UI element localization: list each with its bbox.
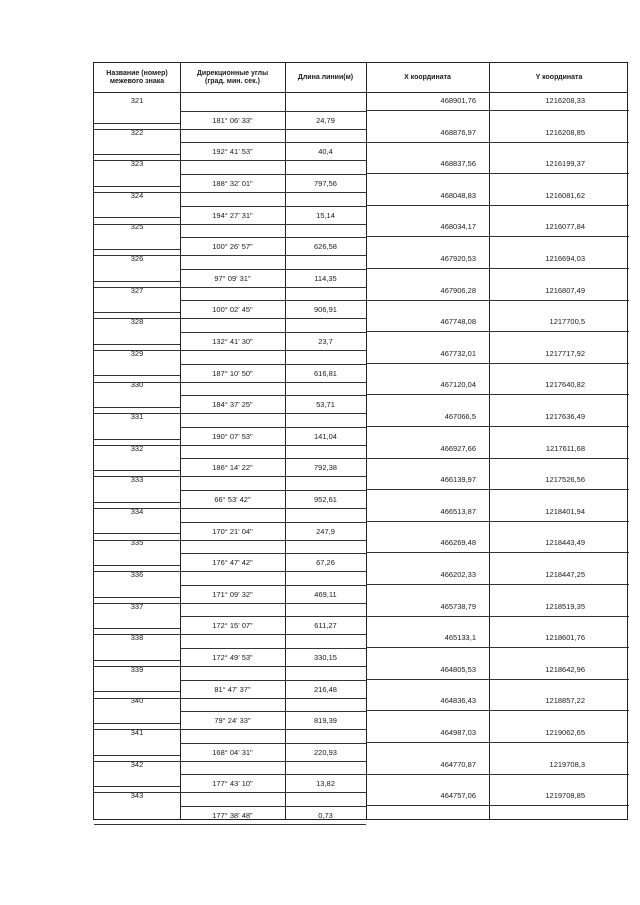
point-name: 326 (130, 254, 144, 263)
point-name: 323 (130, 159, 144, 169)
row-divider (94, 249, 180, 250)
point-name: 325 (130, 222, 144, 232)
row-divider (366, 363, 629, 364)
x-coordinate: 465738,79 (440, 601, 476, 611)
row-divider (94, 729, 366, 730)
row-divider (94, 755, 180, 756)
line-length: 952,61 (314, 495, 337, 504)
row-divider (180, 269, 366, 270)
row-divider (94, 160, 366, 161)
coordinates-table (93, 62, 628, 820)
x-coordinate: 465133,1 (444, 633, 476, 643)
row-divider (94, 723, 180, 724)
line-length: 24,79 (316, 115, 335, 125)
line-length: 797,56 (314, 179, 337, 188)
row-divider (94, 508, 366, 509)
direction-angle: 177° 43' 10" (212, 779, 253, 789)
x-coordinate: 468837,56 (440, 159, 476, 169)
row-divider (94, 129, 366, 130)
direction-angle: 100° 26' 57" (212, 242, 253, 252)
row-divider (366, 710, 629, 711)
direction-angle: 66° 53' 42" (214, 495, 251, 504)
point-name: 327 (130, 285, 144, 295)
header-point-name: Название (номер) межевого знака (106, 69, 168, 85)
y-coordinate: 1216208,33 (545, 96, 585, 105)
row-divider (366, 236, 629, 237)
direction-angle: 188° 32' 01" (212, 179, 253, 188)
y-coordinate: 1218642,96 (545, 664, 585, 674)
point-name: 341 (130, 728, 144, 737)
point-name: 337 (130, 601, 144, 611)
line-length: 53,71 (316, 400, 335, 410)
row-divider (366, 616, 629, 617)
y-coordinate: 1216208,85 (545, 127, 585, 137)
line-length: 819,39 (314, 716, 337, 726)
row-divider (94, 691, 180, 692)
row-divider (180, 458, 366, 459)
x-coordinate: 468876,97 (440, 127, 476, 137)
row-divider (180, 174, 366, 175)
direction-angle: 192° 41' 53" (212, 147, 253, 157)
x-coordinate: 464805,53 (440, 664, 476, 674)
row-divider (94, 660, 180, 661)
header-line-length: Длина линии(м) (297, 73, 354, 81)
direction-angle: 177° 38' 48" (212, 811, 253, 820)
row-divider (366, 647, 629, 648)
row-divider (366, 742, 629, 743)
row-divider (94, 382, 366, 383)
row-divider (94, 255, 366, 256)
header-direction-angle: Дирекционные углы (град. мин. сек.) (196, 69, 269, 85)
x-coordinate: 467748,08 (440, 317, 476, 327)
point-name: 335 (130, 538, 144, 548)
direction-angle: 172° 15' 07" (212, 621, 253, 631)
row-divider (94, 698, 366, 699)
direction-angle: 171° 09' 32" (212, 589, 253, 599)
x-coordinate: 466269,48 (440, 538, 476, 548)
direction-angle: 172° 49' 53" (212, 653, 253, 662)
y-coordinate: 1218519,35 (545, 601, 585, 611)
row-divider (180, 237, 366, 238)
point-name: 328 (130, 317, 144, 327)
row-divider (366, 142, 629, 143)
row-divider (180, 774, 366, 775)
line-length: 792,38 (314, 463, 337, 473)
x-coordinate: 464757,06 (440, 791, 476, 801)
direction-angle: 176° 47' 42" (212, 558, 253, 568)
row-divider (366, 300, 629, 301)
point-name: 332 (130, 443, 144, 453)
line-length: 141,04 (314, 431, 337, 441)
row-divider (94, 123, 180, 124)
line-length: 469,11 (314, 589, 337, 599)
row-divider (94, 287, 366, 288)
x-coordinate: 468901,76 (440, 96, 476, 105)
x-coordinate: 468048,83 (440, 190, 476, 200)
point-name: 329 (130, 348, 144, 358)
row-divider (94, 634, 366, 635)
row-divider (94, 154, 180, 155)
row-divider (94, 344, 180, 345)
row-divider (180, 332, 366, 333)
row-divider (94, 628, 180, 629)
row-divider (94, 786, 180, 787)
y-coordinate: 1217611,68 (545, 443, 585, 453)
row-divider (94, 571, 366, 572)
row-divider (94, 470, 180, 471)
row-divider (180, 364, 366, 365)
row-divider (180, 806, 366, 807)
line-length: 220,93 (314, 747, 337, 757)
direction-angle: 79° 24' 33" (214, 716, 251, 726)
row-divider (366, 458, 629, 459)
x-coordinate: 467120,04 (440, 380, 476, 390)
row-divider (366, 521, 629, 522)
line-length: 616,81 (314, 368, 337, 378)
header-y-coordinate: Y координата (535, 73, 583, 81)
y-coordinate: 1216199,37 (545, 159, 585, 169)
row-divider (94, 217, 180, 218)
row-divider (180, 427, 366, 428)
row-divider (94, 413, 366, 414)
y-coordinate: 1217526,56 (545, 475, 585, 485)
row-divider (94, 224, 366, 225)
row-divider (366, 110, 629, 111)
row-divider (366, 679, 629, 680)
row-divider (180, 522, 366, 523)
row-divider (94, 407, 180, 408)
direction-angle: 132° 41' 30" (212, 337, 253, 346)
row-divider (366, 173, 629, 174)
x-coordinate: 464770,87 (440, 759, 476, 769)
y-coordinate: 1218447,25 (545, 570, 585, 579)
x-coordinate: 466927,66 (440, 443, 476, 453)
line-length: 247,9 (316, 526, 335, 536)
y-coordinate: 1219708,85 (545, 791, 585, 801)
row-divider (180, 142, 366, 143)
y-coordinate: 1218857,22 (545, 696, 585, 706)
row-divider (180, 743, 366, 744)
y-coordinate: 1217700,5 (549, 317, 585, 327)
line-length: 13,82 (316, 779, 335, 789)
table-header (94, 63, 627, 93)
y-coordinate: 1218601,76 (545, 633, 585, 643)
row-divider (94, 666, 366, 667)
y-coordinate: 1216081,62 (545, 190, 585, 200)
point-name: 338 (130, 633, 144, 643)
direction-angle: 100° 02' 45" (212, 305, 253, 315)
row-divider (366, 584, 629, 585)
row-divider (366, 394, 629, 395)
x-coordinate: 468034,17 (440, 222, 476, 232)
line-length: 15,14 (316, 210, 335, 220)
row-divider (94, 792, 366, 793)
direction-angle: 181° 06' 33" (212, 115, 253, 125)
point-name: 321 (130, 96, 144, 105)
x-coordinate: 467732,01 (440, 348, 476, 358)
direction-angle: 170° 21' 04" (212, 526, 253, 536)
y-coordinate: 1216077,84 (545, 222, 585, 232)
row-divider (94, 281, 180, 282)
row-divider (94, 318, 366, 319)
point-name: 343 (130, 791, 144, 801)
line-length: 626,58 (314, 242, 337, 252)
point-name: 336 (130, 570, 144, 579)
direction-angle: 187° 10' 50" (212, 368, 253, 378)
row-divider (180, 111, 366, 112)
row-divider (180, 711, 366, 712)
x-coordinate: 467066,5 (444, 412, 476, 421)
direction-angle: 186° 14' 22" (212, 463, 253, 473)
row-divider (366, 774, 629, 775)
point-name: 333 (130, 475, 144, 485)
row-divider (366, 426, 629, 427)
x-coordinate: 467906,28 (440, 285, 476, 295)
y-coordinate: 1217636,49 (545, 412, 585, 421)
row-divider (180, 680, 366, 681)
point-name: 340 (130, 696, 144, 706)
direction-angle: 184° 37' 25" (212, 400, 253, 410)
row-divider (180, 648, 366, 649)
direction-angle: 190° 07' 53" (212, 431, 253, 441)
point-name: 342 (130, 759, 144, 769)
row-divider (94, 476, 366, 477)
row-divider (180, 585, 366, 586)
line-length: 0,73 (318, 811, 333, 820)
line-length: 906,91 (314, 305, 337, 315)
row-divider (180, 206, 366, 207)
x-coordinate: 467920,53 (440, 254, 476, 263)
y-coordinate: 1218443,49 (545, 538, 585, 548)
direction-angle: 81° 47' 37" (214, 684, 251, 694)
row-divider (94, 603, 366, 604)
row-divider (94, 761, 366, 762)
line-length: 114,35 (314, 273, 337, 283)
row-divider (94, 439, 180, 440)
line-length: 611,27 (314, 621, 337, 631)
row-divider (94, 533, 180, 534)
row-divider (366, 805, 629, 806)
row-divider (94, 375, 180, 376)
x-coordinate: 466202,33 (440, 570, 476, 579)
row-divider (94, 502, 180, 503)
row-divider (366, 489, 629, 490)
row-divider (94, 565, 180, 566)
direction-angle: 194° 27' 31" (212, 210, 253, 220)
row-divider (366, 205, 629, 206)
direction-angle: 168° 04' 31" (212, 747, 253, 757)
x-coordinate: 466139,97 (440, 475, 476, 485)
row-divider (366, 552, 629, 553)
direction-angle: 97° 09' 31" (214, 273, 251, 283)
row-divider (366, 268, 629, 269)
point-name: 334 (130, 506, 144, 516)
row-divider (94, 312, 180, 313)
row-divider (180, 395, 366, 396)
point-name: 322 (130, 127, 144, 137)
row-divider (94, 186, 180, 187)
line-length: 330,15 (314, 653, 337, 662)
row-divider (180, 300, 366, 301)
row-divider (94, 597, 180, 598)
row-divider (180, 490, 366, 491)
point-name: 330 (130, 380, 144, 390)
header-x-coordinate: X координата (404, 73, 451, 81)
row-divider (94, 192, 366, 193)
y-coordinate: 1217640,82 (545, 380, 585, 390)
line-length: 40,4 (318, 147, 333, 157)
y-coordinate: 1218401,94 (545, 506, 585, 516)
point-name: 324 (130, 190, 144, 200)
row-divider (94, 824, 366, 825)
x-coordinate: 466513,87 (440, 506, 476, 516)
row-divider (180, 553, 366, 554)
point-name: 331 (130, 412, 144, 421)
y-coordinate: 1216694,03 (545, 254, 585, 263)
row-divider (366, 331, 629, 332)
x-coordinate: 464836,43 (440, 696, 476, 706)
point-name: 339 (130, 664, 144, 674)
y-coordinate: 1219062,65 (545, 728, 585, 737)
row-divider (94, 350, 366, 351)
row-divider (94, 445, 366, 446)
x-coordinate: 464987,03 (440, 728, 476, 737)
y-coordinate: 1217717,92 (545, 348, 585, 358)
line-length: 216,48 (314, 684, 337, 694)
row-divider (180, 616, 366, 617)
line-length: 23,7 (318, 337, 333, 346)
y-coordinate: 1216807,49 (545, 285, 585, 295)
row-divider (94, 540, 366, 541)
line-length: 67,26 (316, 558, 335, 568)
y-coordinate: 1219708,3 (549, 759, 585, 769)
